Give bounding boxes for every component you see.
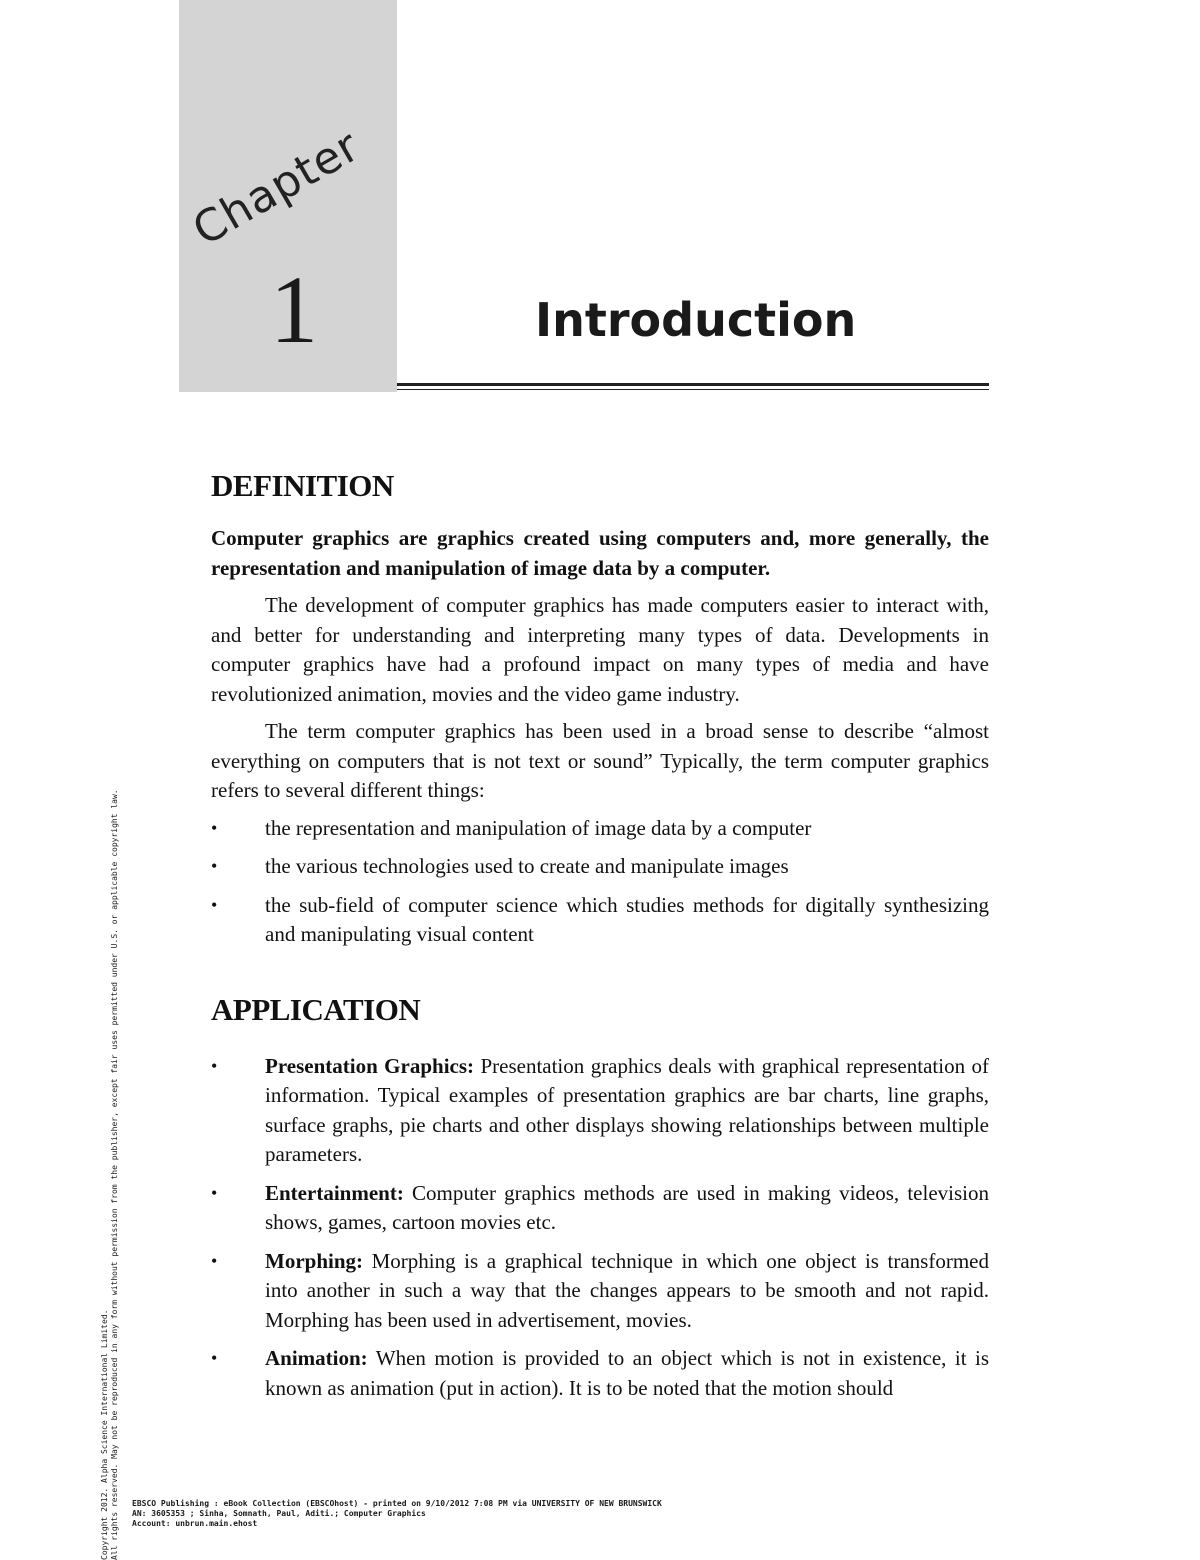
copyright-line-2: All rights reserved. May not be reproduced in any form without permission from the publisher, except fair uses permitted under U.S. or applicable copyright law. <box>110 789 119 1560</box>
list-item-text: Morphing is a graphical technique in which one object is transformed into another in such a way that the changes appears to be smooth and not rapid. Morphing has been used in advertisement, movies. <box>265 1248 989 1332</box>
bullet-icon: • <box>211 1055 218 1076</box>
bullet-icon: • <box>211 856 218 876</box>
copyright-line-1: Copyright 2012. Alpha Science International Limited. <box>100 1309 109 1560</box>
bullet-icon: • <box>211 817 218 838</box>
list-item <box>211 891 989 950</box>
bullet-icon: • <box>211 1182 218 1203</box>
footer-line-3: Account: unbrun.main.ehost <box>132 1519 258 1528</box>
definition-bullet-list <box>211 814 989 950</box>
application-heading: APPLICATION <box>211 991 421 1027</box>
title-rule-thick <box>397 383 989 386</box>
application-list <box>211 1052 989 1404</box>
list-item-text: the sub-field of computer science which studies methods for digitally synthesizing and manipulating visual content <box>265 892 989 946</box>
definition-paragraph-1: The development of computer graphics has made computers easier to interact with, and better for understanding and interpreting many types of data. Developments in computer graphics have had a profound impact on many types of media and have revolutionized animation, movies and the video game industry. <box>211 593 989 706</box>
bullet-icon: • <box>211 1250 218 1271</box>
chapter-title: Introduction <box>535 293 857 347</box>
bullet-icon: • <box>211 1348 218 1368</box>
list-item-text: Presentation graphics deals with graphical representation of information. Typical examples of presentation graphics are bar charts, line graphs, surface graphs, pie charts and other displays showing relationships between multiple parameters. <box>265 1053 989 1166</box>
list-item-text: When motion is provided to an object which is not in existence, it is known as animation (put in action). It is to be noted that the motion should <box>265 1346 989 1400</box>
copyright-side-note <box>100 550 120 1560</box>
list-item <box>211 852 989 882</box>
list-item <box>211 1052 989 1170</box>
page-body <box>211 466 989 1412</box>
list-item <box>211 1344 989 1403</box>
bullet-icon: • <box>211 894 218 915</box>
list-item <box>211 1247 989 1336</box>
list-item-term: Entertainment: <box>265 1180 404 1205</box>
footer-line-2: AN: 3605353 ; Sinha, Somnath, Paul, Aditi.; Computer Graphics <box>132 1509 426 1518</box>
list-item-text: Computer graphics methods are used in making videos, television shows, games, cartoon movies etc. <box>265 1180 989 1234</box>
list-item-term: Presentation Graphics: <box>265 1053 475 1078</box>
chapter-number: 1 <box>270 256 318 363</box>
chapter-label: Chapter <box>184 120 369 256</box>
title-rule-thin <box>397 389 989 390</box>
list-item-term: Animation: <box>265 1346 368 1370</box>
list-item-text: the various technologies used to create and manipulate images <box>265 854 789 878</box>
definition-paragraph-2: The term computer graphics has been used in a broad sense to describe “almost everything on computers that is not text or sound” Typically, the term computer graphics refers to several different things: <box>211 719 989 802</box>
footer-line-1: EBSCO Publishing : eBook Collection (EBSCOhost) - printed on 9/10/2012 7:08 PM via UNIVERSITY OF NEW BRUNSWICK <box>132 1499 662 1508</box>
list-item-term: Morphing: <box>265 1248 364 1273</box>
print-footer <box>132 1499 662 1529</box>
list-item <box>211 1179 989 1238</box>
list-item-text: the representation and manipulation of image data by a computer <box>265 815 812 840</box>
definition-heading: DEFINITION <box>211 468 394 503</box>
list-item <box>211 814 989 844</box>
definition-lead: Computer graphics are graphics created using computers and, more generally, the representation and manipulation of image data by a computer. <box>211 526 989 580</box>
